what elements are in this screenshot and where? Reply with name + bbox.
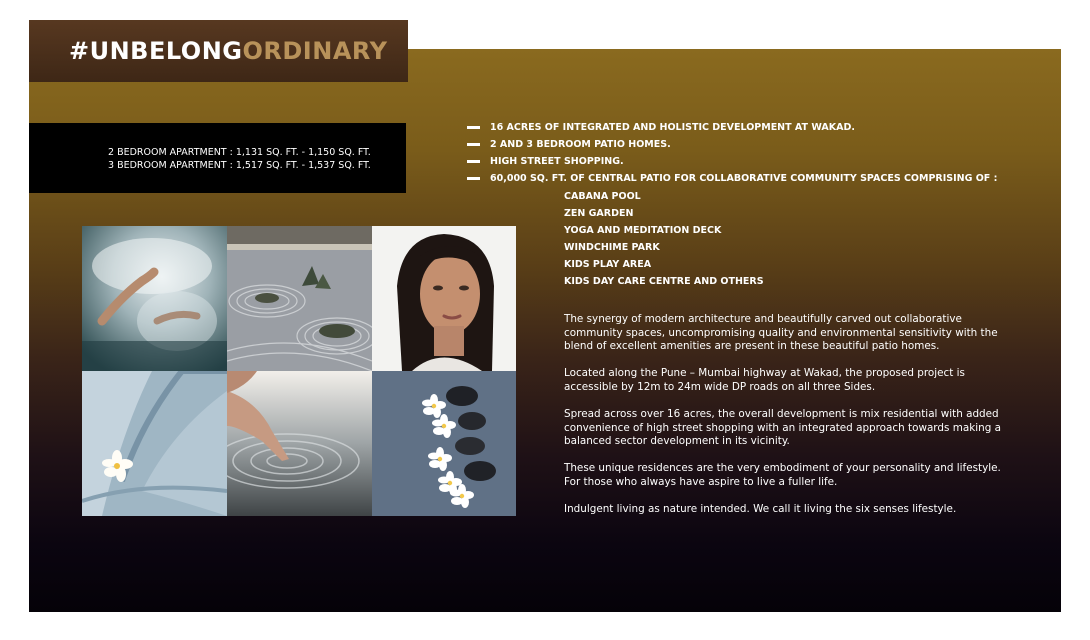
feature-text: HIGH STREET SHOPPING. — [490, 156, 624, 167]
size-2bhk: 2 BEDROOM APARTMENT : 1,131 SQ. FT. - 1,150 SQ. FT. — [108, 147, 371, 158]
amenity-item: KIDS DAY CARE CENTRE AND OTHERS — [564, 276, 764, 287]
apartment-sizes-box — [29, 123, 406, 193]
hashtag-banner — [29, 20, 408, 82]
feature-text: 60,000 SQ. FT. OF CENTRAL PATIO FOR COLLABORATIVE COMMUNITY SPACES COMPRISING OF : — [490, 173, 998, 184]
amenity-item: ZEN GARDEN — [564, 208, 634, 219]
amenity-list — [564, 190, 764, 292]
feature-item — [466, 172, 997, 189]
amenity-item: KIDS PLAY AREA — [564, 259, 652, 270]
feature-item — [466, 155, 997, 172]
paragraph-residences: These unique residences are the very embodiment of your personality and lifestyle. For those who always have aspire to live a fuller life. — [564, 462, 1001, 488]
feature-item — [466, 138, 997, 155]
amenity-item: YOGA AND MEDITATION DECK — [564, 225, 722, 236]
woman-portrait-photo — [372, 226, 517, 371]
dash-bullet-icon — [467, 126, 480, 129]
amenity-item: WINDCHIME PARK — [564, 242, 660, 253]
dash-bullet-icon — [467, 160, 480, 163]
hashtag-title — [69, 37, 387, 65]
paragraph-location: Located along the Pune – Mumbai highway at Wakad, the proposed project is accessible by 12m to 24m wide DP roads on all three Sides. — [564, 367, 965, 393]
feature-list — [466, 121, 997, 189]
amenity-item: CABANA POOL — [564, 191, 641, 202]
hashtag-part-2: ORDINARY — [242, 37, 388, 65]
feature-item — [466, 121, 997, 138]
size-3bhk: 3 BEDROOM APARTMENT : 1,517 SQ. FT. - 1,537 SQ. FT. — [108, 160, 371, 171]
paragraph-tagline: Indulgent living as nature intended. We call it living the six senses lifestyle. — [564, 503, 957, 515]
photo-collage — [82, 226, 516, 516]
hashtag-part-1: #UNBELONG — [69, 37, 243, 65]
paragraph-synergy: The synergy of modern architecture and beautifully carved out collaborative community spaces, uncompromising quality and environmental sensitivity with the blend of excellent amenities are present in these beautiful patio homes. — [564, 313, 998, 352]
stones-flowers-photo — [372, 371, 517, 516]
zen-garden-photo — [227, 226, 372, 371]
dash-bullet-icon — [467, 177, 480, 180]
feature-text: 2 AND 3 BEDROOM PATIO HOMES. — [490, 139, 671, 150]
leaf-flower-photo — [82, 371, 227, 516]
dash-bullet-icon — [467, 143, 480, 146]
finger-water-photo — [227, 371, 372, 516]
paragraph-development: Spread across over 16 acres, the overall development is mix residential with added convenience of high street shopping with an integrated approach towards making a balanced sector development in its vicinity. — [564, 408, 1001, 447]
water-splash-photo — [82, 226, 227, 371]
feature-text: 16 ACRES OF INTEGRATED AND HOLISTIC DEVELOPMENT AT WAKAD. — [490, 122, 855, 133]
